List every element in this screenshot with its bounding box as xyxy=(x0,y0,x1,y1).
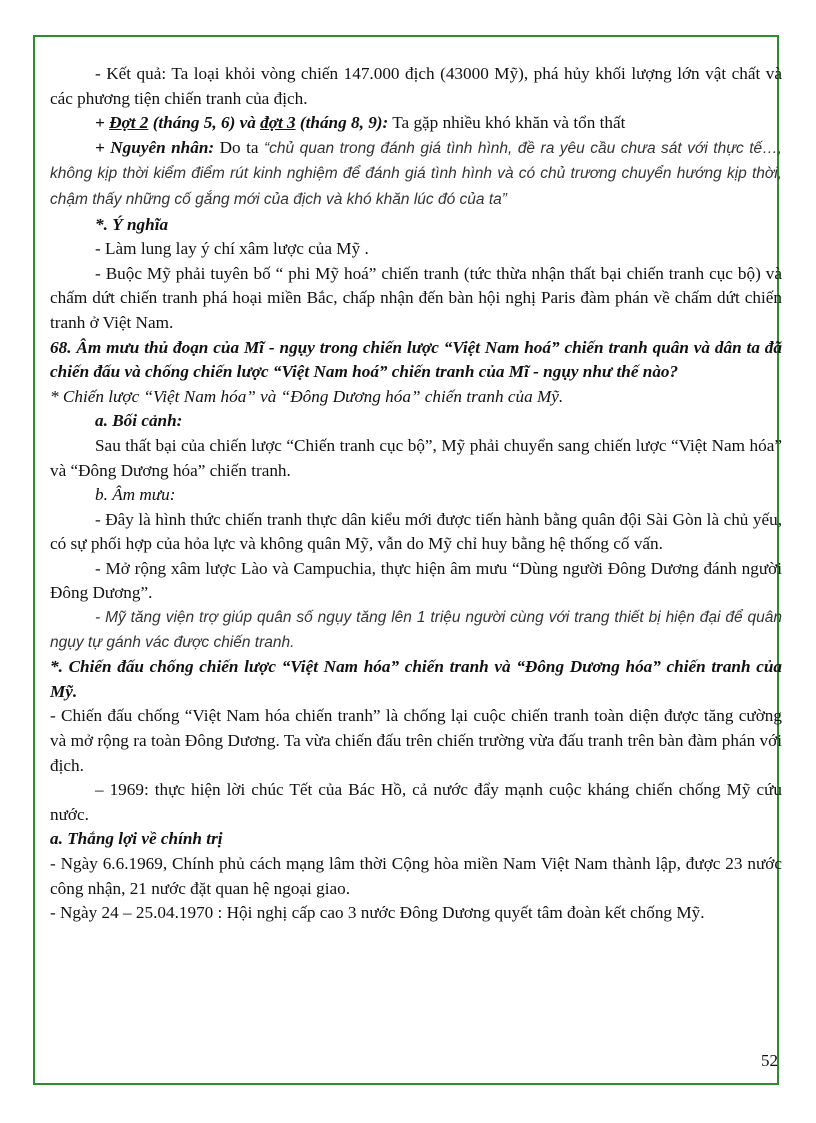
resistance-heading: *. Chiến đấu chống chiến lược “Việt Nam hóa” chiến tranh và “Đông Dương hóa” chiến tranh của Mỹ. xyxy=(50,657,782,701)
significance-item-1: - Làm lung lay ý chí xâm lược của Mỹ . xyxy=(95,239,369,259)
phase-paragraph xyxy=(50,111,782,136)
phase-label: + Đợt 2 (tháng 5, 6) và đợt 3 (tháng 8, 9): xyxy=(95,113,389,133)
resistance-paragraph: - Chiến đấu chống “Việt Nam hóa chiến tranh” là chống lại cuộc chiến tranh toàn diện được tăng cường và mở rộng ra toàn Đông Dương. Ta vừa chiến đấu trên chiến trường vừa đấu tranh trên bàn đàm phán với địch. xyxy=(50,706,782,775)
phase-text: Ta gặp nhiều khó khăn và tổn thất xyxy=(388,113,626,133)
cause-label: + Nguyên nhân: xyxy=(95,137,215,157)
document-body xyxy=(50,62,782,926)
cause-quote: “chủ quan trong đánh giá tình hình, đề ra yêu cầu chưa sát với thực tế…, không kịp thời kiểm điểm rút kinh nghiệm để đánh giá tình hình và có chủ trương chuyển hướng kịp thời, chậm thấy những cố gắng mới của địch và khó khăn lúc đó của ta” xyxy=(50,139,782,208)
page-number: 52 xyxy=(761,1051,778,1070)
cause-text: Do ta xyxy=(214,137,264,157)
plot-item-2: - Mở rộng xâm lược Lào và Campuchia, thực hiện âm mưu “Dùng người Đông Dương đánh người Đông Dương”. xyxy=(50,558,782,603)
political-victory-heading: a. Thắng lợi về chính trị xyxy=(50,829,223,849)
year-1969-paragraph: – 1969: thực hiện lời chúc Tết của Bác Hồ, cả nước đẩy mạnh cuộc kháng chiến chống Mỹ cứu nước. xyxy=(50,780,782,824)
significance-item-2: - Buộc Mỹ phải tuyên bố “ phi Mỹ hoá” chiến tranh (tức thừa nhận thất bại chiến tranh cục bộ) và chấm dứt chiến tranh phá hoại miền Bắc, chấp nhận đến bàn hội nghị Paris đàm phán về chấm dứt chiến tranh ở Việt Nam. xyxy=(50,263,782,332)
plot-item-3: - Mỹ tăng viện trợ giúp quân số ngụy tăng lên 1 triệu người cùng với trang thiết bị hiện đại để quân ngụy tự gánh vác được chiến tranh. xyxy=(50,609,782,651)
victory-item-2: - Ngày 24 – 25.04.1970 : Hội nghị cấp cao 3 nước Đông Dương quyết tâm đoàn kết chống Mỹ. xyxy=(50,903,705,923)
context-paragraph: Sau thất bại của chiến lược “Chiến tranh cục bộ”, Mỹ phải chuyển sang chiến lược “Việt Nam hóa” và “Đông Dương hóa” chiến tranh. xyxy=(50,435,782,480)
result-paragraph: - Kết quả: Ta loại khỏi vòng chiến 147.000 địch (43000 Mỹ), phá hủy khối lượng lớn vật chất và các phương tiện chiến tranh của địch. xyxy=(50,64,782,108)
plot-heading: b. Âm mưu: xyxy=(95,485,176,505)
plot-item-1: - Đây là hình thức chiến tranh thực dân kiểu mới được tiến hành bằng quân đội Sài Gòn là chủ yếu, có sự phối hợp của hỏa lực và không quân Mỹ, vẫn do Mỹ chỉ huy bằng hệ thống cố vấn. xyxy=(50,509,782,554)
question-68-heading: 68. Âm mưu thủ đoạn của Mĩ - ngụy trong chiến lược “Việt Nam hoá” chiến tranh quân và dân ta đã chiến đấu và chống chiến lược “Việt Nam hoá” chiến tranh của Mĩ - ngụy như thế nào? xyxy=(50,337,782,382)
strategy-heading: * Chiến lược “Việt Nam hóa” và “Đông Dương hóa” chiến tranh của Mỹ. xyxy=(50,386,564,406)
context-heading: a. Bối cảnh: xyxy=(95,411,183,431)
significance-heading: *. Ý nghĩa xyxy=(95,214,169,234)
cause-paragraph xyxy=(50,136,782,213)
victory-item-1: - Ngày 6.6.1969, Chính phủ cách mạng lâm thời Cộng hòa miền Nam Việt Nam thành lập, được 23 nước công nhận, 21 nước đặt quan hệ ngoại giao. xyxy=(50,854,782,898)
